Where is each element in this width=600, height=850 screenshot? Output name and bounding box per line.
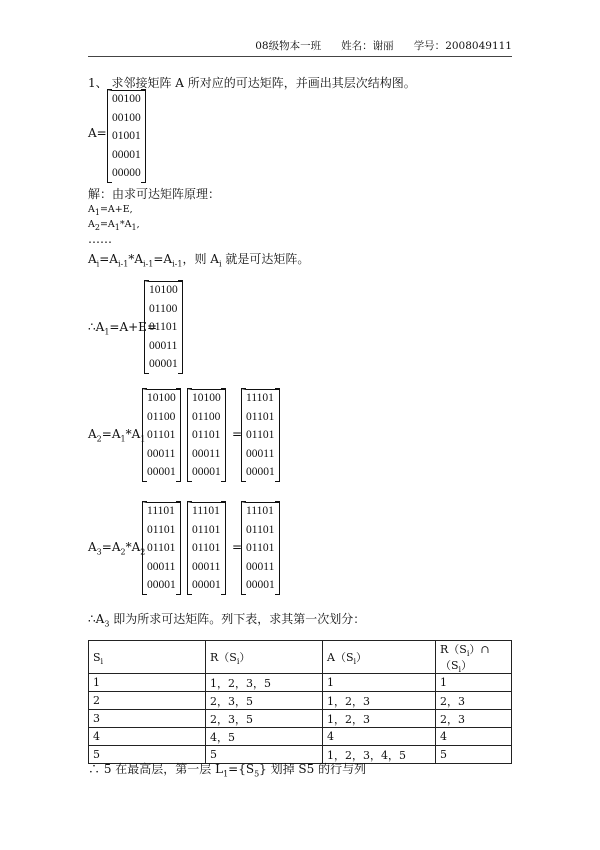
bracket-tick — [107, 89, 112, 90]
matrix-row: 10100 — [147, 392, 176, 404]
table-cell: 1，2，3 — [323, 692, 436, 710]
matrix-row: 00011 — [149, 339, 178, 352]
bracket-tick — [275, 501, 280, 502]
matrix-a3-right — [187, 502, 226, 594]
bracket-tick — [142, 388, 147, 389]
bracket-tick — [141, 89, 146, 90]
bracket-tick — [187, 594, 192, 595]
matrix-row: 00011 — [147, 560, 176, 573]
matrix-row: 01100 — [149, 302, 178, 315]
conclusion-text: $\therefore A_3$ 即为所求可达矩阵。列下表，求其第一次划分： — [88, 612, 366, 629]
table-cell: 2，3，5 — [206, 710, 323, 728]
bracket-tick — [107, 182, 112, 183]
matrix-row: 00001 — [112, 148, 141, 161]
matrix-a1-label: $\therefore A_1=A+E=$ — [88, 320, 157, 337]
matrix-row: 00011 — [246, 560, 275, 573]
table-cell: 4 — [89, 728, 206, 746]
matrix-a — [107, 90, 146, 182]
matrix-row: 01101 — [147, 523, 176, 536]
matrix-a3-equals: = — [232, 540, 243, 554]
bracket-tick — [275, 481, 280, 482]
header-divider — [88, 56, 512, 57]
bracket-tick — [221, 481, 226, 482]
bracket-tick — [241, 594, 246, 595]
matrix-row: 10100 — [192, 392, 221, 404]
matrix-a3-result — [241, 502, 280, 594]
header-r-intersect-a: $R(S_i)\cap(S_i)$ — [436, 641, 512, 674]
matrix-row: 00000 — [112, 167, 141, 179]
matrix-a-label: A= — [88, 126, 107, 140]
matrix-a2-equals: = — [232, 427, 243, 441]
table-cell: 1，2，3，5 — [206, 674, 323, 692]
bracket-tick — [142, 481, 147, 482]
matrix-row: 00100 — [112, 111, 141, 124]
matrix-row: 11101 — [192, 505, 220, 517]
matrix-row: 01101 — [192, 523, 221, 536]
id-label: 学号： — [413, 40, 446, 52]
name-label: 姓名： — [341, 40, 373, 52]
class-name: 08级物本一班 — [255, 40, 322, 52]
matrix-a2-label: $A_2=A_1*A_1$ — [88, 427, 146, 444]
bracket-tick — [141, 182, 146, 183]
table-header-row — [89, 641, 512, 674]
matrix-a2-left — [142, 389, 181, 481]
matrix-a2-result — [241, 389, 280, 481]
bracket-tick — [241, 388, 246, 389]
matrix-row: 00011 — [192, 447, 221, 460]
general-formula: $A_i=A_{i-1}*A_{i-1}=A_{i-1}$，则 $A_i$ 就是可达矩阵。 — [88, 252, 310, 269]
matrix-row: 00001 — [246, 579, 275, 591]
bracket-tick — [187, 388, 192, 389]
bracket-tick — [241, 501, 246, 502]
student-id: 2008049111 — [445, 40, 512, 52]
header-si: $S_i$ — [89, 641, 206, 674]
page-header — [88, 38, 512, 53]
matrix-row: 00011 — [192, 560, 221, 573]
bracket-tick — [144, 373, 149, 374]
matrix-row: 00001 — [147, 466, 176, 478]
matrix-row: 01100 — [147, 410, 176, 423]
bracket-tick — [221, 501, 226, 502]
step-a1: $A_1=A+E$, — [88, 204, 133, 217]
table-row — [89, 710, 512, 728]
table-cell: 1 — [89, 674, 206, 692]
bracket-tick — [176, 594, 181, 595]
matrix-row: 00100 — [112, 93, 141, 105]
bracket-tick — [187, 501, 192, 502]
matrix-row: 01101 — [246, 523, 275, 536]
table-cell: 1，2，3，4，5 — [323, 746, 436, 764]
matrix-row: 10100 — [149, 284, 178, 296]
matrix-row: 01100 — [192, 410, 221, 423]
matrix-row: 01001 — [112, 130, 141, 142]
matrix-row: 11101 — [246, 505, 274, 517]
header-r: $R(S_i)$ — [206, 641, 323, 674]
table-cell: 5 — [436, 746, 512, 764]
matrix-row: 00001 — [192, 579, 221, 591]
ellipsis: …… — [88, 232, 112, 246]
table-cell: 3 — [89, 710, 206, 728]
matrix-row: 11101 — [246, 392, 274, 404]
bracket-tick — [187, 481, 192, 482]
matrix-row: 01101 — [147, 542, 176, 554]
bracket-tick — [221, 388, 226, 389]
table-cell: 2，3，5 — [206, 692, 323, 710]
bracket-tick — [142, 501, 147, 502]
question-text: 1、 求邻接矩阵 A 所对应的可达矩阵，并画出其层次结构图。 — [88, 76, 416, 90]
bracket-tick — [142, 594, 147, 595]
bracket-tick — [176, 501, 181, 502]
table-cell: 2，3 — [436, 692, 512, 710]
matrix-row: 00001 — [147, 579, 176, 591]
reachability-table — [88, 640, 512, 764]
bracket-tick — [221, 594, 226, 595]
step-a2: $A_2=A_1*A_1$, — [88, 219, 140, 232]
solution-intro: 解：由求可达矩阵原理： — [88, 187, 221, 201]
table-row — [89, 692, 512, 710]
bracket-tick — [241, 481, 246, 482]
table-cell: 4 — [323, 728, 436, 746]
student-name: 谢丽 — [372, 40, 394, 52]
final-text: ∴ 5 在最高层，第一层 $L_1=\{S_5\}$ 划掉 S5 的行与列 — [88, 762, 367, 779]
table-cell: 4，5 — [206, 728, 323, 746]
table-cell: 4 — [436, 728, 512, 746]
bracket-tick — [275, 388, 280, 389]
bracket-tick — [178, 373, 183, 374]
matrix-row: 01101 — [192, 429, 221, 441]
matrix-a1 — [144, 281, 183, 373]
bracket-tick — [176, 388, 181, 389]
matrix-row: 00001 — [192, 466, 221, 478]
matrix-row: 01101 — [149, 321, 178, 333]
bracket-tick — [176, 481, 181, 482]
table-cell: 2 — [89, 692, 206, 710]
table-cell: 1，2，3 — [323, 710, 436, 728]
matrix-row: 01101 — [147, 429, 176, 441]
table-cell: 1 — [436, 674, 512, 692]
matrix-a2-right — [187, 389, 226, 481]
table-cell: 1 — [323, 674, 436, 692]
matrix-row: 01101 — [192, 542, 221, 554]
table-cell: 2，3 — [436, 710, 512, 728]
matrix-row: 00001 — [246, 466, 275, 478]
bracket-tick — [275, 594, 280, 595]
matrix-row: 01101 — [246, 410, 275, 423]
matrix-row: 01101 — [246, 542, 275, 554]
matrix-row: 01101 — [246, 429, 275, 441]
matrix-a3-left — [142, 502, 181, 594]
table-row — [89, 728, 512, 746]
bracket-tick — [178, 280, 183, 281]
table-cell: 5 — [206, 746, 323, 764]
header-a: $A(S_i)$ — [323, 641, 436, 674]
matrix-a3-label: $A_3=A_2*A_2$ — [88, 540, 146, 557]
matrix-row: 00011 — [147, 447, 176, 460]
matrix-row: 11101 — [147, 505, 175, 517]
matrix-row: 00001 — [149, 358, 178, 370]
matrix-row: 00011 — [246, 447, 275, 460]
bracket-tick — [144, 280, 149, 281]
table-cell: 5 — [89, 746, 206, 764]
table-row — [89, 674, 512, 692]
